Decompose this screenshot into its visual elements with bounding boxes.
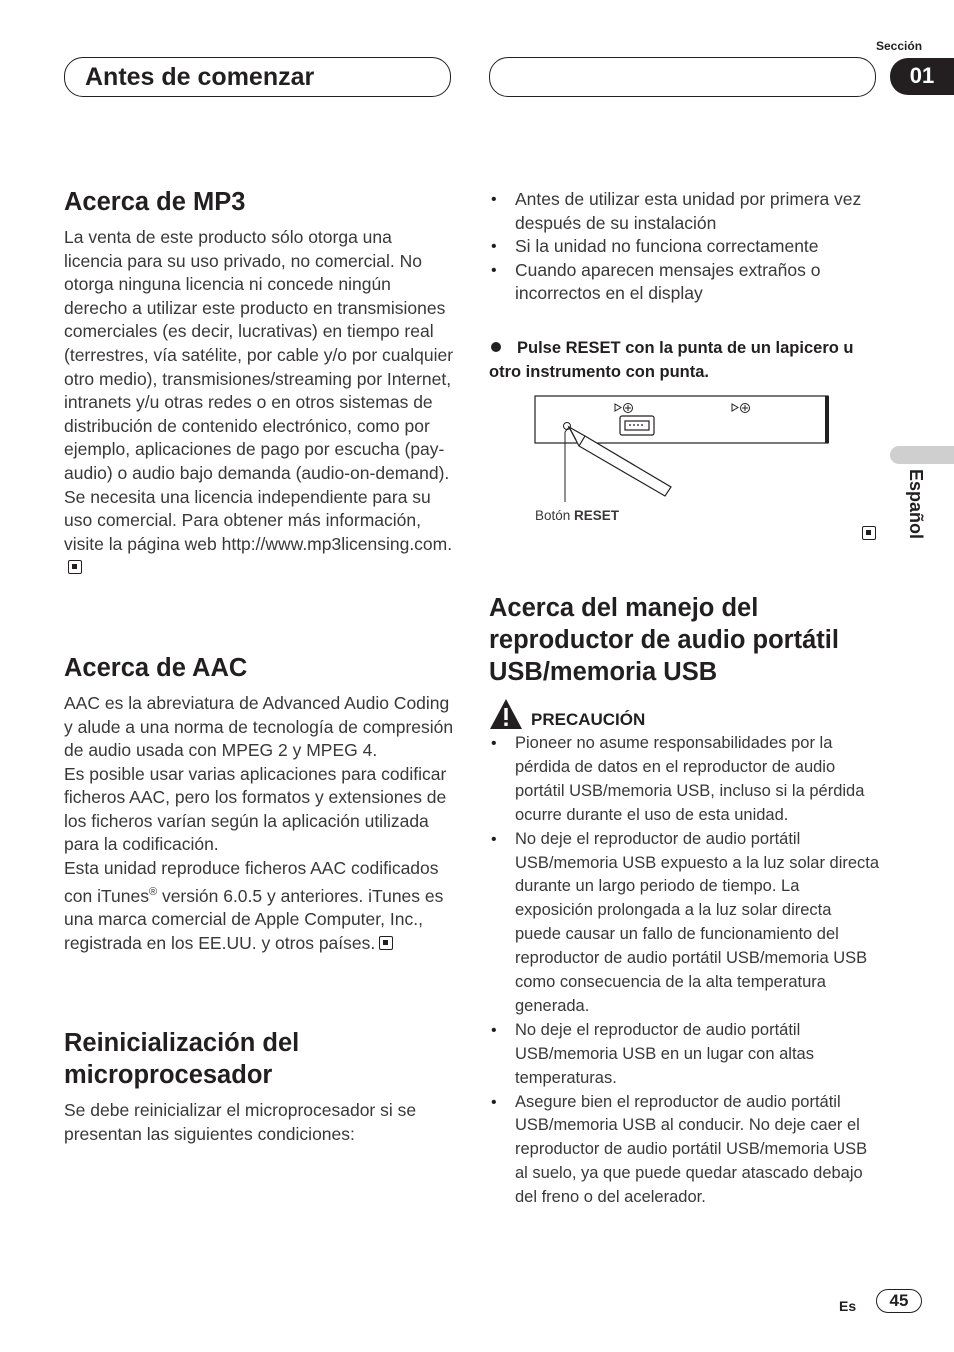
reset-heading: Reinicialización del microprocesador [64,1029,300,1090]
aac-heading: Acerca de AAC [64,653,248,682]
section-number-badge: 01 [890,58,954,95]
list-item: • Asegure bien el reproductor de audio portátil USB/memoria USB al conducir. No deje caer el reproductor de audio portátil USB/memoria USB al suelo, ya que puede quedar atascado debajo del freno o del acelerador. [489,1091,881,1211]
caution-list [489,732,881,1210]
list-item: • No deje el reproductor de audio portátil USB/memoria USB en un lugar con altas temperaturas. [489,1019,881,1091]
reset-step-text: Pulse RESET con la punta de un lapicero u otro instrumento con punta. [489,338,854,381]
end-of-section-icon [68,560,82,574]
aac-paragraph-3-b: versión 6.0.5 y anteriores. iTunes es una marca comercial de Apple Computer, Inc., registrada en los EE.UU. y otros países. [64,885,444,953]
figure-caption [535,508,619,523]
section-label: Sección [876,39,923,53]
end-of-section-icon [379,936,393,950]
registered-mark: ® [148,885,158,898]
right-column [489,188,881,1210]
left-column [64,186,454,1146]
end-of-section-icon [862,526,876,540]
list-item: • Antes de utilizar esta unidad por primera vez después de su instalación [489,188,881,235]
figure-caption-prefix: Botón [535,507,571,523]
list-item: • Si la unidad no funciona correctamente [489,235,881,259]
reset-figure [489,392,881,542]
step-bullet-icon [491,342,501,352]
caution-header [489,698,881,730]
list-item: • Cuando aparecen mensajes extraños o incorrectos en el display [489,259,881,306]
warning-triangle-icon [489,698,523,730]
list-item: • No deje el reproductor de audio portátil USB/memoria USB expuesto a la luz solar directa durante un largo periodo de tiempo. La exposición prolongada a la luz solar directa puede causar un fallo de funcionamiento del reproductor de audio portátil USB/memoria USB como consecuencia de la alta temperatura generada. [489,828,881,1019]
aac-paragraph-1: AAC es la abreviatura de Advanced Audio Coding y alude a una norma de tecnología de compresión de audio usada con MPEG 2 y MPEG 4. [64,692,454,761]
list-item: • Pioneer no asume responsabilidades por la pérdida de datos en el reproductor de audio portátil USB/memoria USB, incluso si la pérdida ocurre durante el uso de esta unidad. [489,732,881,828]
aac-paragraph-3 [64,857,454,955]
aac-paragraph-3-a: Esta unidad reproduce ficheros AAC codificados con iTunes [64,858,439,906]
mp3-heading: Acerca de MP3 [64,188,246,216]
caution-title: PRECAUCIÓN [531,709,646,729]
mp3-body-text: La venta de este producto sólo otorga una licencia para su uso privado, no comercial. No otorga ninguna licencia ni concede ningún derecho a utilizar este producto en transmisiones comerciales (es decir, lucrativas) en tiempo real (terrestres, vía satélite, por cable y/o por cualquier otro medio), transmisiones/streaming por Internet, intranets y/u otras redes o en otros sistemas de distribución de contenido electrónico, como por ejemplo, aplicaciones de pago por escucha (pay-audio) o audio bajo demanda (audio-on-demand). Se necesita una licencia independiente para su uso comercial. Para obtener más información, visite la página web http://www.mp3licensing.com. [64,227,454,554]
mp3-body [64,226,454,580]
reset-button-illustration [489,392,881,522]
reset-intro: Se debe reinicializar el microprocesador si se presentan las siguientes condiciones: [64,1100,417,1144]
reset-conditions-list [489,188,881,306]
header-title-pill [64,57,451,97]
reset-step [489,336,881,384]
language-side-tab [890,446,954,464]
header-blank-pill [489,57,876,97]
chapter-title: Antes de comenzar [85,63,315,91]
language-side-label: Español [906,469,926,540]
figure-caption-bold: RESET [574,507,620,523]
usb-heading: Acerca del manejo del reproductor de audio portátil USB/memoria USB [489,593,839,686]
page-number: 45 [876,1289,922,1313]
footer-lang-code: Es [839,1298,857,1314]
aac-paragraph-2: Es posible usar varias aplicaciones para codificar ficheros AAC, pero los formatos y extensiones de los ficheros varían según la aplicación utilizada para la codificación. [64,763,447,855]
aac-body [64,692,454,955]
